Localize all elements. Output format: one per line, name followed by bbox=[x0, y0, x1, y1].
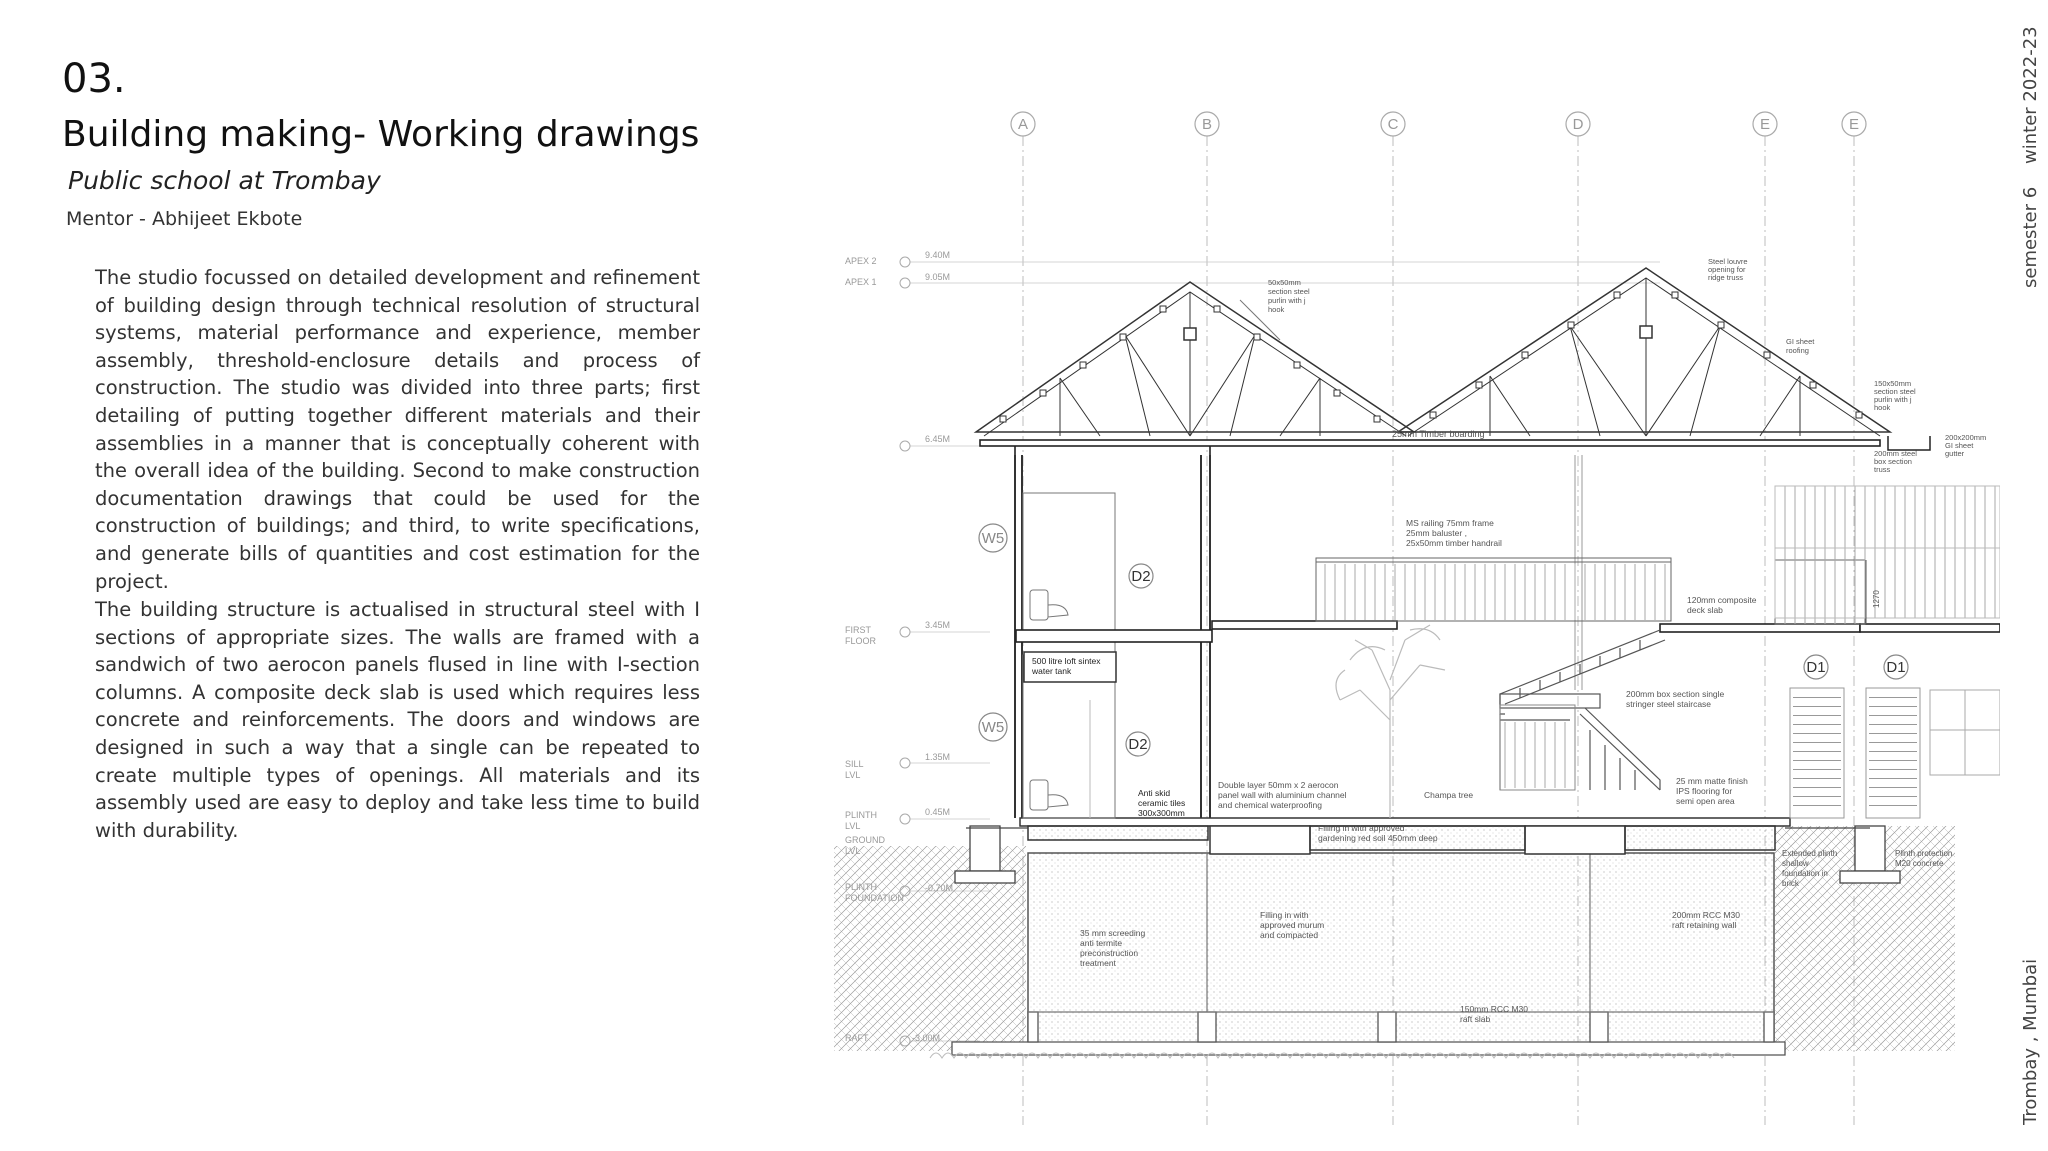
facade-louvres bbox=[1775, 486, 2000, 548]
level-sill-value: 1.35M bbox=[925, 752, 951, 762]
note-gi-2: roofing bbox=[1786, 346, 1809, 355]
level-plinth-label: PLINTH bbox=[845, 810, 878, 820]
note-raftslab-1: 150mm RCC M30 bbox=[1460, 1004, 1529, 1014]
note-gutter-1: 200x200mm bbox=[1945, 433, 1987, 442]
note-screed-2: anti termite bbox=[1080, 938, 1123, 948]
grid-bubbles bbox=[1011, 112, 1866, 136]
note-wall-1: Double layer 50mm x 2 aerocon bbox=[1218, 780, 1339, 790]
tag-d2-lower: D2 bbox=[1128, 736, 1148, 753]
note-fill-1: Filling in with approved bbox=[1318, 823, 1405, 833]
grid-label-c: C bbox=[1387, 116, 1399, 133]
level-apex1-label: APEX 1 bbox=[845, 277, 877, 287]
note-retain-2: raft retaining wall bbox=[1672, 920, 1737, 930]
note-tiles-2: ceramic tiles bbox=[1138, 798, 1186, 808]
door-d1-louvre-2 bbox=[1869, 692, 1917, 814]
note-tank-2: water tank bbox=[1032, 666, 1072, 676]
note-wall-3: and chemical waterproofing bbox=[1218, 800, 1322, 810]
level-ground-label: GROUND bbox=[845, 835, 885, 845]
roof-beam bbox=[980, 440, 1880, 455]
project-subtitle: Public school at Trombay bbox=[68, 166, 381, 195]
facade-louvres-2 bbox=[1775, 548, 2000, 618]
semester-label: semester 6 bbox=[2020, 186, 2041, 288]
tag-w5-lower: W5 bbox=[981, 719, 1005, 736]
note-purlin-2: section steel bbox=[1268, 287, 1310, 296]
note-rail-1: MS railing 75mm frame bbox=[1406, 518, 1494, 528]
door-d1-louvre-1 bbox=[1793, 692, 1841, 814]
note-rail-3: 25x50mm timber handrail bbox=[1406, 538, 1502, 548]
note-gutter-2: GI sheet bbox=[1945, 441, 1974, 450]
note-purlin-1: 50x50mm bbox=[1268, 278, 1301, 287]
note-p150-4: hook bbox=[1874, 403, 1891, 412]
tag-d1-right: D1 bbox=[1886, 659, 1906, 676]
project-number: 03. bbox=[62, 56, 126, 102]
note-murum-3: and compacted bbox=[1260, 930, 1319, 940]
note-tank-1: 500 litre loft sintex bbox=[1032, 656, 1101, 666]
note-purlin-4: hook bbox=[1268, 305, 1285, 314]
tag-d2-upper: D2 bbox=[1131, 568, 1151, 585]
note-ips-2: IPS flooring for bbox=[1676, 786, 1733, 796]
note-screed-3: preconstruction bbox=[1080, 948, 1139, 958]
note-louvre-1: Steel louvre bbox=[1708, 257, 1748, 266]
level-apex2-value: 9.40M bbox=[925, 250, 951, 260]
tag-d1-left: D1 bbox=[1806, 659, 1826, 676]
grid-label-e2: E bbox=[1848, 116, 1860, 133]
note-murum-2: approved murum bbox=[1260, 920, 1325, 930]
note-ips-1: 25 mm matte finish bbox=[1676, 776, 1748, 786]
note-purlin-3: purlin with j bbox=[1268, 296, 1306, 305]
level-first-value: 3.45M bbox=[925, 620, 951, 630]
description-paragraph-2: The building structure is actualised in structural steel with I sections of appropriate sizes. The walls are framed with a sandwich of two aerocon panels flused in line with I-section columns. A composite deck slab is used which requires less concrete and reinforcements. The doors and windows are designed in such a way that a single can be repeated to create multiple types of openings. All materials and its assembly used are easy to deploy and take less time to build with durability. bbox=[95, 598, 700, 842]
level-sill-label-2: LVL bbox=[845, 770, 861, 780]
note-box-1: 200mm steel bbox=[1874, 449, 1917, 458]
note-louvre-2: opening for bbox=[1708, 265, 1746, 274]
level-plinth-label-2: LVL bbox=[845, 821, 861, 831]
term-label: winter 2022-23 bbox=[2020, 26, 2041, 164]
section-drawing bbox=[820, 100, 2000, 1135]
grid-label-d: D bbox=[1572, 116, 1584, 133]
note-screed-4: treatment bbox=[1080, 958, 1116, 968]
gutter bbox=[1888, 436, 1930, 450]
note-gutter-3: gutter bbox=[1945, 449, 1965, 458]
mentor-credit: Mentor - Abhijeet Ekbote bbox=[66, 208, 303, 230]
tag-w5-upper: W5 bbox=[981, 530, 1005, 547]
window-right bbox=[1930, 690, 2000, 775]
note-louvre-3: ridge truss bbox=[1708, 273, 1744, 282]
note-prot-2: M20 concrete bbox=[1895, 859, 1944, 868]
note-ext-1: Extended plinth bbox=[1782, 849, 1838, 858]
note-murum-1: Filling in with bbox=[1260, 910, 1309, 920]
note-deck-1: 120mm composite bbox=[1687, 595, 1757, 605]
note-p150-2: section steel bbox=[1874, 387, 1916, 396]
note-ips-3: semi open area bbox=[1676, 796, 1735, 806]
note-raftslab-2: raft slab bbox=[1460, 1014, 1491, 1024]
note-wall-2: panel wall with aluminium channel bbox=[1218, 790, 1347, 800]
grid-label-e1: E bbox=[1759, 116, 1771, 133]
note-tiles-3: 300x300mm bbox=[1138, 808, 1185, 818]
level-plinth-value: 0.45M bbox=[925, 807, 951, 817]
note-ext-4: brick bbox=[1782, 879, 1799, 888]
basement-fill bbox=[1028, 853, 1774, 1048]
note-rail-2: 25mm baluster , bbox=[1406, 528, 1467, 538]
note-p150-1: 150x50mm bbox=[1874, 379, 1912, 388]
note-gi-1: GI sheet bbox=[1786, 337, 1815, 346]
note-tree: Champa tree bbox=[1424, 790, 1474, 800]
level-apex2-label: APEX 2 bbox=[845, 256, 877, 266]
stair-balusters bbox=[1502, 722, 1572, 788]
note-screed-1: 35 mm screeding bbox=[1080, 928, 1146, 938]
note-tiles-1: Anti skid bbox=[1138, 788, 1171, 798]
note-dim: 1270 bbox=[1872, 590, 1881, 608]
toilets bbox=[1030, 590, 1068, 810]
note-p150-3: purlin with j bbox=[1874, 395, 1912, 404]
note-deck-2: deck slab bbox=[1687, 605, 1723, 615]
note-box-2: box section bbox=[1874, 457, 1912, 466]
page-title: Building making- Working drawings bbox=[62, 114, 700, 155]
note-stair-1: 200mm box section single bbox=[1626, 689, 1725, 699]
note-retain-1: 200mm RCC M30 bbox=[1672, 910, 1741, 920]
note-stair-2: stringer steel staircase bbox=[1626, 699, 1712, 709]
note-fill-2: gardening red soil 450mm deep bbox=[1318, 833, 1438, 843]
level-first-label-2: FLOOR bbox=[845, 636, 877, 646]
description-paragraph-1: The studio focussed on detailed development and refinement of building design through technical resolution of structural systems, material performance and experience, member assembly, threshold-enclosure details and process of construction. The studio was divided into three parts; first detailing of putting together different materials and their assemblies in a manner that is conceptually coherent with the overall idea of the building. Second to make construction documentation drawings that could be used for the construction of buildings; and third, to write specifications, and generate bills of quantities and cost estimation for the project. bbox=[95, 266, 700, 593]
note-timber: 25mm Timber boarding bbox=[1392, 429, 1485, 439]
left-truss bbox=[976, 282, 1414, 436]
note-prot-1: Plinth protection bbox=[1895, 849, 1953, 858]
level-first-label: FIRST bbox=[845, 625, 871, 635]
location-label: Trombay , Mumbai bbox=[2020, 958, 2041, 1125]
level-roof-value: 6.45M bbox=[925, 434, 951, 444]
level-sill-label: SILL bbox=[845, 759, 864, 769]
grid-label-a: A bbox=[1017, 116, 1029, 133]
note-ext-3: foundation in bbox=[1782, 869, 1828, 878]
note-box-3: truss bbox=[1874, 465, 1891, 474]
railing-balusters bbox=[1318, 564, 1669, 620]
note-ext-2: shallow bbox=[1782, 859, 1809, 868]
grid-label-b: B bbox=[1201, 116, 1213, 133]
right-truss bbox=[1398, 268, 1890, 436]
level-apex1-value: 9.05M bbox=[925, 272, 951, 282]
